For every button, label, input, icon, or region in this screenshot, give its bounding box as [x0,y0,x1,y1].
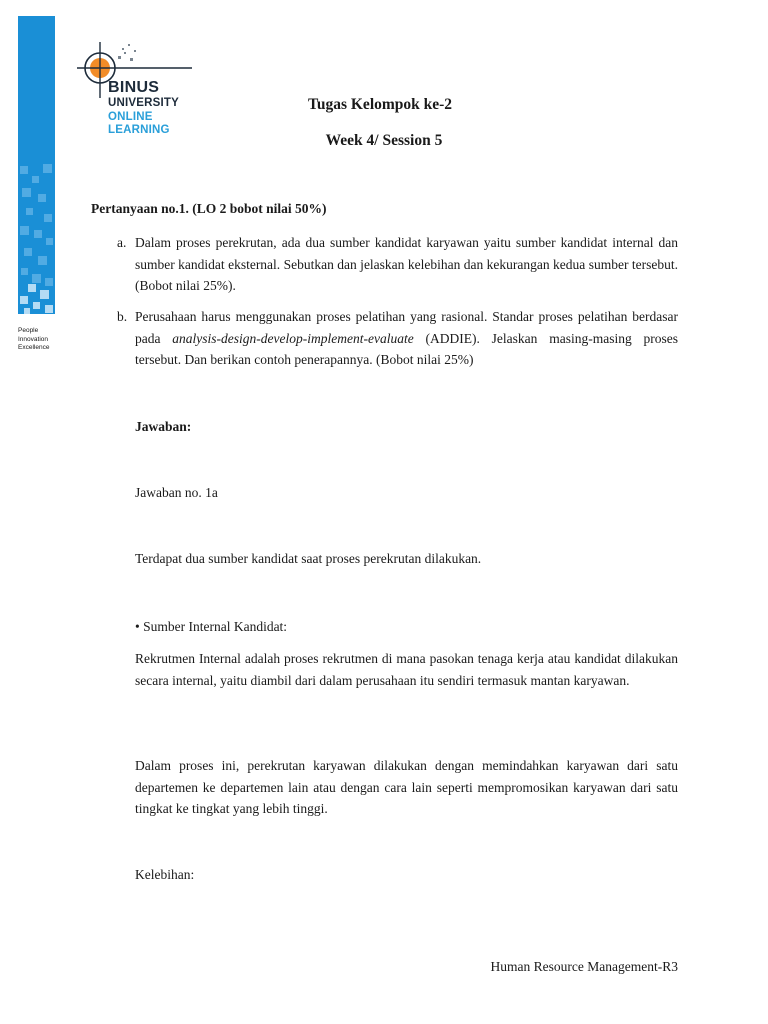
item-text-part: Perusahaan harus menggunakan proses pelatihan yang rasional. Standar proses pelatihan berdasar pada [135,309,678,346]
question-item-a [91,232,678,297]
question-item-b [91,306,678,371]
logo-line-online: ONLINE [108,110,153,123]
tagline-line: Innovation [18,335,48,343]
item-text: Dalam proses perekrutan, ada dua sumber kandidat karyawan yaitu sumber kandidat internal dan sumber kandidat eksternal. Sebutkan dan jelaskan kelebihan dan kekurangan kedua sumber tersebut. (Bobot nilai 25%). [135,235,678,293]
logo-line-university: UNIVERSITY [108,97,180,109]
item-text-part: (ADDIE). Jelaskan masing-masing proses tersebut. Dan berikan contoh penerapannya. (Bobot nilai 25%) [135,330,679,367]
tagline-line: Excellence [18,344,50,351]
document-title: Tugas Kelompok ke-2 [307,96,453,113]
document-subtitle: Week 4/ Session 5 [325,132,443,149]
item-marker: a. [117,235,127,250]
answer-kelebihan: Kelebihan: [135,867,195,882]
tagline-line: People [18,327,39,334]
answer-bullet: • Sumber Internal Kandidat: [135,619,288,634]
tagline [18,327,49,353]
sidebar-decoration [18,16,55,314]
answer-subheading: Jawaban no. 1a [135,485,218,500]
item-text-italic: analysis-design-develop-implement-evaluate [172,330,414,346]
sidebar-pattern [18,16,55,314]
item-marker: b. [117,309,128,324]
page-footer: Human Resource Management-R3 [490,959,678,974]
answer-intro: Terdapat dua sumber kandidat saat proses perekrutan dilakukan. [135,551,482,566]
logo-line-learning: LEARNING [108,124,170,136]
logo-line-binus: BINUS [108,79,160,96]
item-text [135,306,678,371]
question-heading: Pertanyaan no.1. (LO 2 bobot nilai 50%) [91,201,327,216]
answer-paragraph: Rekrutmen Internal adalah proses rekrutmen di mana pasokan tenaga kerja atau kandidat dilakukan secara internal, yaitu diambil dari dalam perusahaan itu sendiri termasuk mantan karyawan. [135,651,678,688]
answer-paragraph: Dalam proses ini, perekrutan karyawan dilakukan dengan memindahkan karyawan dari satu departemen ke departemen lain atau dengan cara lain seperti mempromosikan karyawan dari satu tingkat ke tingkat yang lebih tinggi. [135,758,678,816]
answer-heading: Jawaban: [135,419,192,434]
